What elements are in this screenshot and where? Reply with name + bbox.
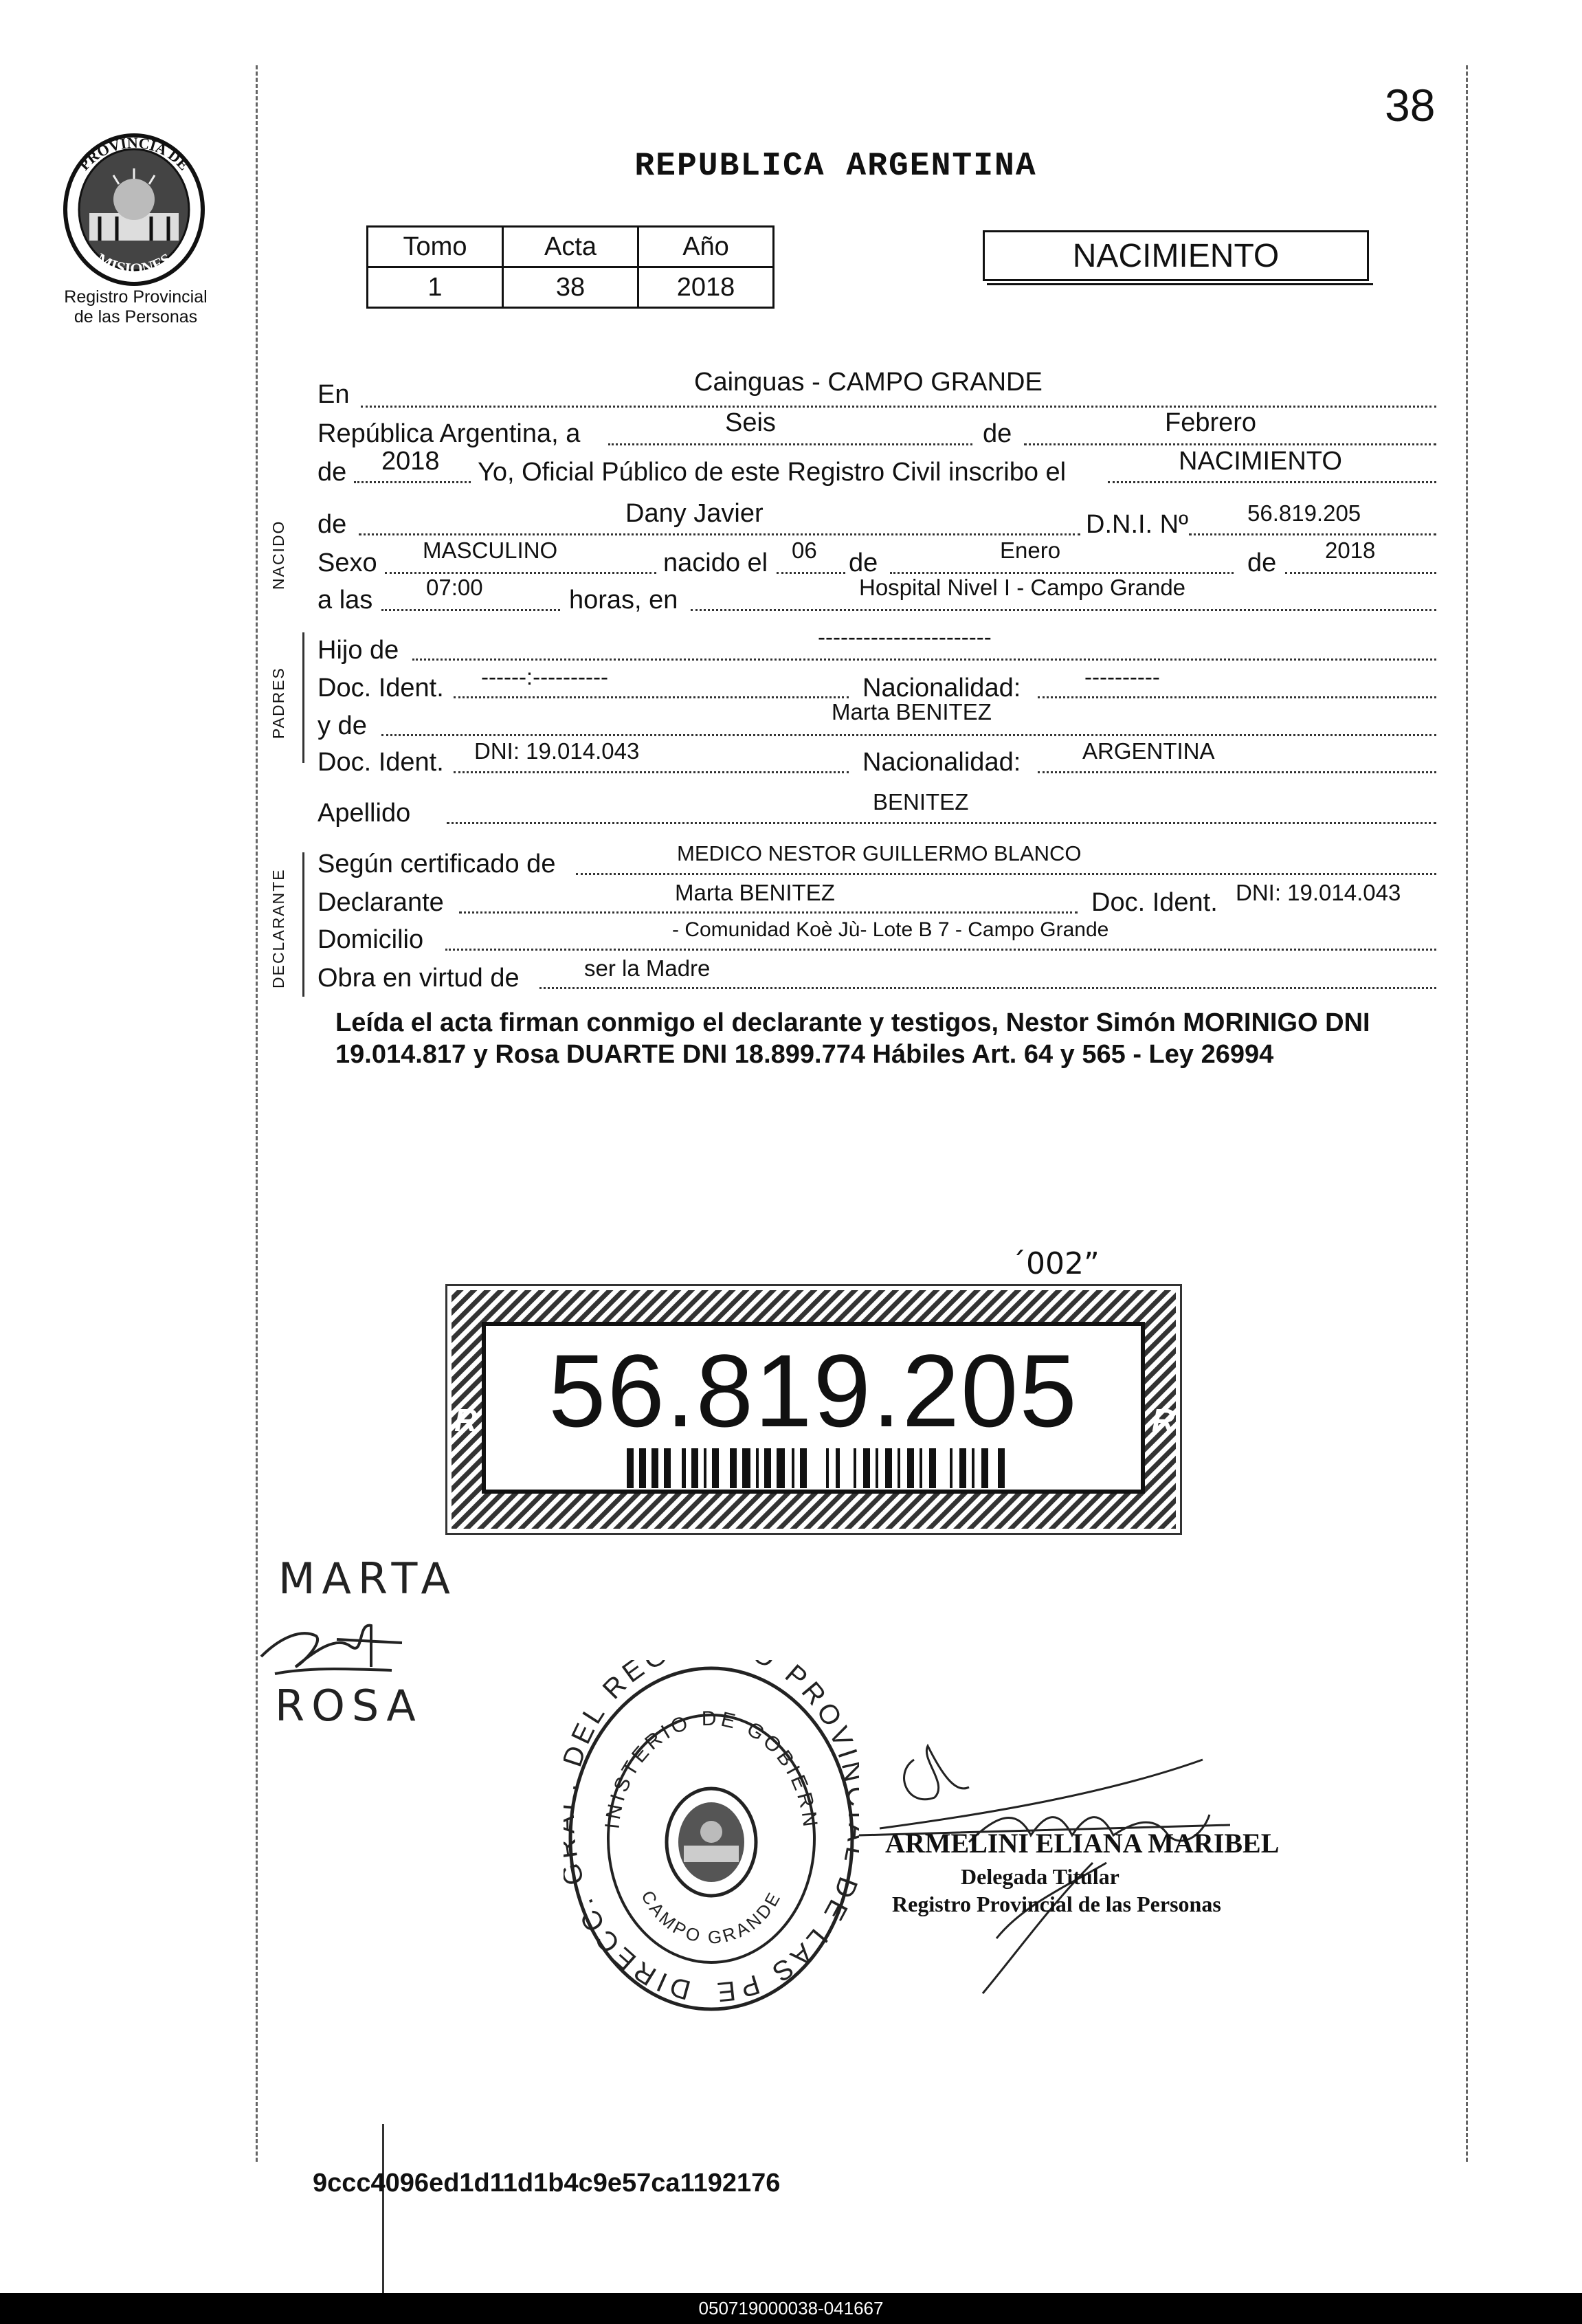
dotted-line — [1108, 481, 1436, 483]
value-lugar-nacimiento: Hospital Nivel I - Campo Grande — [859, 575, 1186, 600]
value-mes: Febrero — [1165, 408, 1257, 437]
value-acta: 38 — [503, 267, 638, 308]
label-doc-ident-madre: Doc. Ident. — [317, 748, 444, 777]
signatory-organization: Registro Provincial de las Personas — [892, 1892, 1221, 1916]
padres-bracket — [302, 632, 304, 763]
value-nombre: Dany Javier — [625, 499, 764, 528]
dotted-line — [1038, 771, 1436, 773]
dotted-line — [361, 406, 1436, 408]
logo-bottom-text: MISIONES — [93, 250, 175, 279]
dotted-line — [359, 533, 1080, 535]
label-nacido-el: nacido el — [663, 549, 768, 577]
value-madre: Marta BENITEZ — [832, 699, 992, 724]
sticker-inner — [482, 1322, 1145, 1494]
value-declarante: Marta BENITEZ — [675, 880, 835, 905]
footer-code-bar: 050719000038-041667 — [0, 2293, 1582, 2324]
dotted-line — [777, 572, 845, 574]
dotted-line — [381, 609, 560, 611]
label-apellido: Apellido — [317, 799, 411, 828]
dotted-line — [354, 481, 471, 483]
value-anio: 2018 — [638, 267, 774, 308]
label-hijo-de: Hijo de — [317, 636, 399, 665]
value-inscribo: NACIMIENTO — [1179, 447, 1342, 476]
dotted-line — [454, 696, 849, 698]
document-hash: 9ccc4096ed1d11d1b4c9e57ca1192176 — [313, 2169, 781, 2198]
label-sexo: Sexo — [317, 549, 377, 577]
label-dni: D.N.I. Nº — [1086, 510, 1188, 539]
label-en: En — [317, 380, 350, 409]
dotted-line — [1285, 572, 1436, 574]
barcode-icon — [627, 1448, 1012, 1488]
handwritten-name-rosa: ROSA — [275, 1681, 423, 1731]
label-republica: República Argentina, a — [317, 419, 581, 448]
dotted-line — [385, 572, 656, 574]
closing-note: Leída el acta firman conmigo el declarante y testigos, Nestor Simón MORINIGO DNI 19.014.817 y Rosa DUARTE DNI 18.899.774 Hábiles Art. 64 y 565 - Ley 26994 — [335, 1008, 1370, 1069]
value-hora: 07:00 — [426, 575, 483, 600]
value-obra: ser la Madre — [584, 955, 711, 981]
label-nacionalidad-padre: Nacionalidad: — [862, 674, 1021, 702]
label-de2: de — [317, 458, 347, 487]
dotted-line — [454, 771, 849, 773]
label-nac-de2: de — [1247, 549, 1277, 577]
header-tomo: Tomo — [368, 227, 503, 267]
logo-top-text: PROVINCIA DE — [75, 133, 193, 174]
signatory-role: Delegada Titular — [961, 1864, 1119, 1889]
value-doc-padre: ------:---------- — [481, 664, 608, 689]
label-domicilio: Domicilio — [317, 925, 424, 954]
dni-sticker — [445, 1246, 1182, 1535]
side-label-declarante: DECLARANTE — [269, 868, 287, 988]
seal-inner-text: INISTERIO DE GOBIERN — [601, 1707, 822, 1832]
value-decl-doc: DNI: 19.014.043 — [1236, 880, 1401, 905]
handwritten-name-marta: MARTA — [278, 1553, 457, 1604]
signature-icon — [254, 1608, 405, 1684]
header-anio: Año — [638, 227, 774, 267]
sticker-side-mark-right: R — [1152, 1402, 1175, 1438]
dotted-line — [381, 734, 1436, 736]
label-nac-de: de — [849, 549, 878, 577]
sticker-side-mark-left: R — [454, 1402, 478, 1438]
dotted-line — [1038, 696, 1436, 698]
value-apellido: BENITEZ — [873, 789, 969, 815]
dotted-line — [459, 911, 1078, 914]
dotted-line — [539, 987, 1436, 989]
value-nacionalidad-madre: ARGENTINA — [1082, 738, 1215, 764]
margin-rule-right — [1466, 65, 1468, 2162]
value-doc-madre: DNI: 19.014.043 — [474, 738, 640, 764]
side-label-padres: PADRES — [269, 667, 287, 739]
page-number: 38 — [1385, 80, 1436, 131]
dotted-line — [1024, 443, 1436, 445]
value-dia: Seis — [725, 408, 776, 437]
value-tomo: 1 — [368, 267, 503, 308]
label-obra: Obra en virtud de — [317, 964, 520, 993]
seal-ring-text: DIRECC. EL RE PROV E LAS PE — [566, 1660, 859, 2008]
dotted-line — [445, 949, 1436, 951]
binding-line — [382, 2124, 384, 2296]
seal-bottom-text: CAMPO GRANDE — [637, 1887, 786, 1948]
document-title: REPUBLICA ARGENTINA — [634, 148, 1037, 185]
side-label-nacido: NACIDO — [269, 520, 287, 590]
logo-caption: Registro Provincial de las Personas — [64, 287, 208, 327]
sticker-corner-mark: ´002” — [1011, 1246, 1100, 1281]
value-anio-registro: 2018 — [381, 447, 440, 476]
value-lugar-registro: Cainguas - CAMPO GRANDE — [694, 368, 1043, 397]
label-de: de — [983, 419, 1012, 448]
value-padre: ----------------------- — [818, 624, 992, 650]
label-a-las: a las — [317, 586, 373, 615]
dotted-line — [412, 659, 1436, 661]
label-de-nombre: de — [317, 510, 347, 539]
margin-rule — [256, 65, 258, 2162]
value-domicilio: - Comunidad Koè Jù- Lote B 7 - Campo Grande — [672, 918, 1109, 941]
dotted-line — [576, 873, 1436, 875]
dotted-line — [1189, 533, 1436, 535]
label-segun-certificado: Según certificado de — [317, 850, 556, 878]
dotted-line — [447, 822, 1436, 824]
value-dni: 56.819.205 — [1247, 500, 1361, 526]
official-seal-icon — [564, 1660, 859, 2017]
value-nac-dia: 06 — [792, 538, 817, 563]
header-acta: Acta — [503, 227, 638, 267]
record-type-box: NACIMIENTO — [983, 230, 1369, 281]
label-nacionalidad-madre: Nacionalidad: — [862, 748, 1021, 777]
label-decl-doc-ident: Doc. Ident. — [1091, 888, 1218, 917]
record-table — [366, 225, 775, 309]
label-declarante: Declarante — [317, 888, 444, 917]
dotted-line — [691, 609, 1436, 611]
signatory-name: ARMELINI ELIANA MARIBEL — [885, 1828, 1280, 1859]
dotted-line — [890, 572, 1234, 574]
label-doc-ident-padre: Doc. Ident. — [317, 674, 444, 702]
value-nac-anio: 2018 — [1325, 538, 1376, 563]
value-certificado: MEDICO NESTOR GUILLERMO BLANCO — [677, 841, 1082, 865]
label-horas-en: horas, en — [569, 586, 678, 615]
dotted-line — [608, 443, 972, 445]
label-yo-oficial: Yo, Oficial Público de este Registro Civil inscribo el — [478, 458, 1067, 487]
value-nac-mes: Enero — [1000, 538, 1061, 563]
sticker-number: 56.819.205 — [548, 1333, 1078, 1448]
label-y-de: y de — [317, 711, 367, 740]
declarante-bracket — [302, 852, 304, 997]
value-nacionalidad-padre: ---------- — [1084, 664, 1160, 689]
value-sexo: MASCULINO — [423, 538, 558, 563]
